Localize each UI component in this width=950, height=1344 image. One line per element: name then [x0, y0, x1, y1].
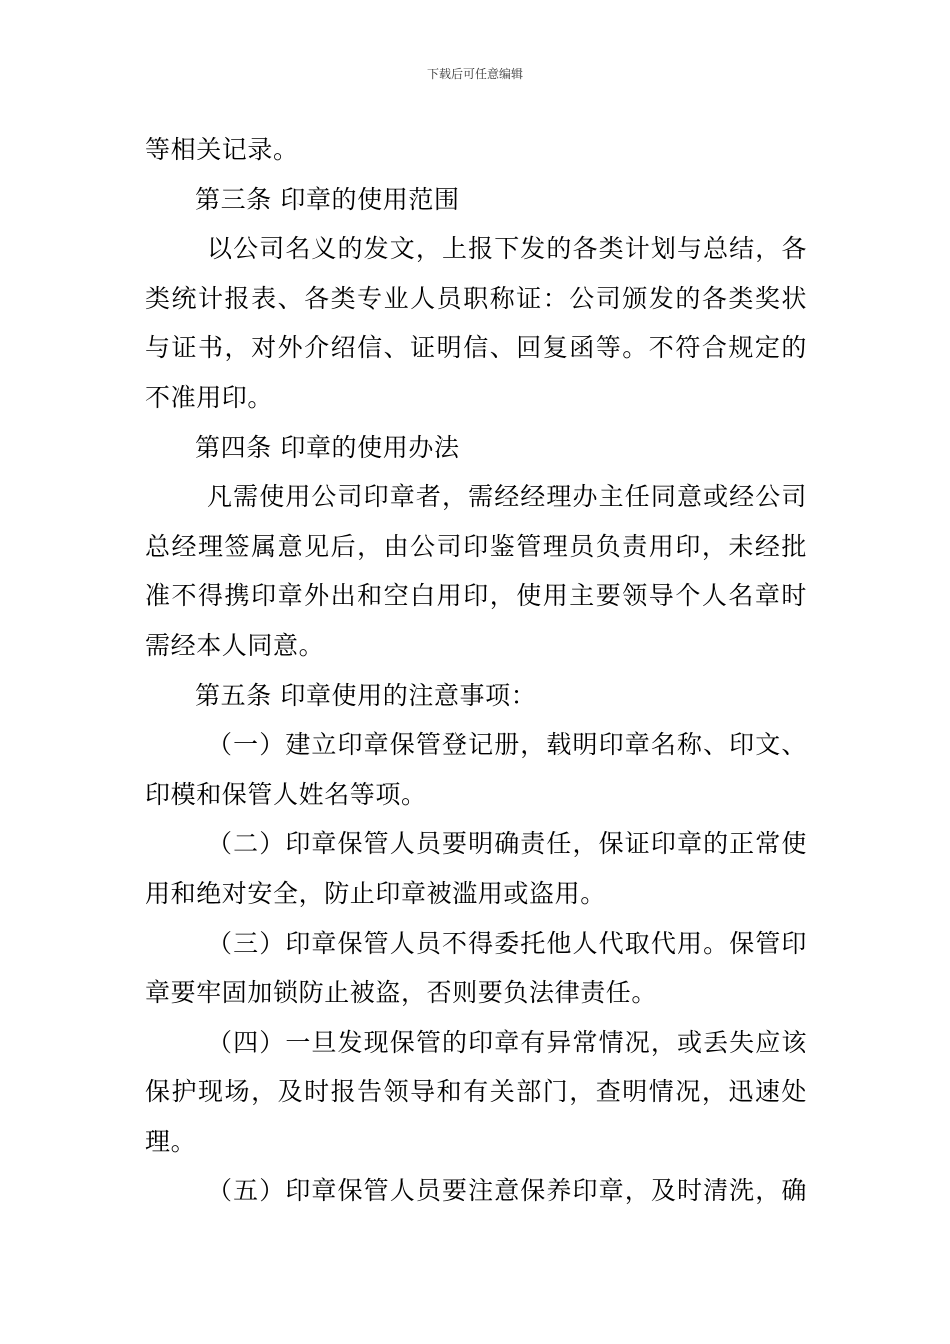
body-line-4: 类统计报表、各类专业人员职称证：公司颁发的各类奖状 — [145, 283, 807, 313]
document-body — [145, 125, 807, 1216]
body-line-19: （四）一旦发现保管的印章有异常情况，或丢失应该 — [207, 1027, 807, 1057]
body-line-21: 理。 — [145, 1126, 197, 1156]
body-line-5: 与证书，对外介绍信、证明信、回复函等。不符合规定的 — [145, 333, 807, 363]
article-heading-5: 第五条 印章使用的注意事项： — [195, 680, 537, 710]
body-line-20: 保护现场，及时报告领导和有关部门，查明情况，迅速处 — [145, 1077, 807, 1107]
body-line-8: 凡需使用公司印章者，需经经理办主任同意或经公司 — [207, 482, 807, 512]
body-line-6: 不准用印。 — [145, 382, 274, 412]
body-line-9: 总经理签属意见后，由公司印鉴管理员负责用印，未经批 — [145, 531, 807, 561]
body-line-10: 准不得携印章外出和空白用印，使用主要领导个人名章时 — [145, 581, 807, 611]
article-heading-4: 第四条 印章的使用办法 — [195, 432, 460, 462]
body-line-15: （二）印章保管人员要明确责任，保证印章的正常使 — [207, 829, 807, 859]
body-line-22: （五）印章保管人员要注意保养印章，及时清洗，确 — [207, 1176, 807, 1206]
article-heading-3: 第三条 印章的使用范围 — [195, 184, 460, 214]
body-line-11: 需经本人同意。 — [145, 630, 325, 660]
body-line-1: 等相关记录。 — [145, 135, 299, 164]
body-line-18: 章要牢固加锁防止被盗，否则要负法律责任。 — [145, 978, 658, 1008]
body-line-17: （三）印章保管人员不得委托他人代取代用。保管印 — [207, 928, 807, 958]
body-line-3: 以公司名义的发文，上报下发的各类计划与总结，各 — [207, 234, 807, 264]
body-line-13: （一）建立印章保管登记册，载明印章名称、印文、 — [207, 730, 807, 760]
body-line-16: 用和绝对安全，防止印章被滥用或盗用。 — [145, 878, 606, 908]
page-header: 下载后可任意编辑 — [426, 67, 523, 81]
body-line-14: 印模和保管人姓名等项。 — [145, 779, 427, 809]
